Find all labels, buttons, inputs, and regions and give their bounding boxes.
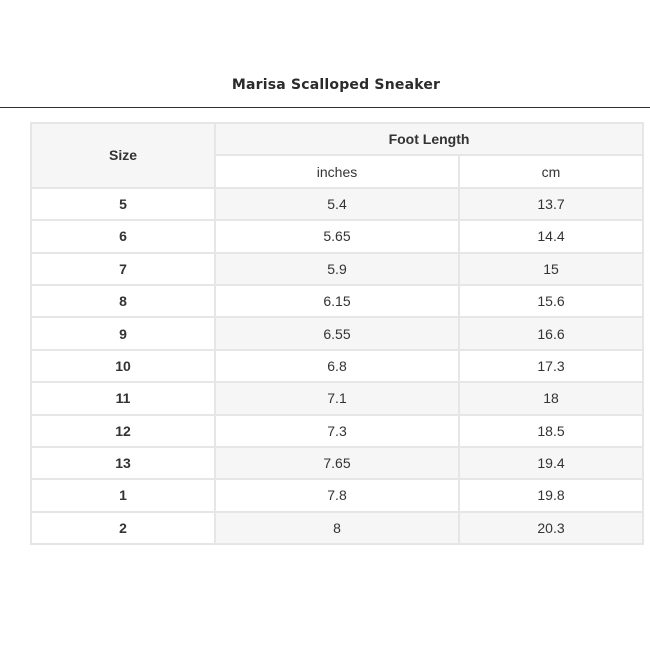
inches-cell: 6.55 bbox=[215, 317, 459, 349]
cm-cell: 18 bbox=[459, 382, 643, 414]
size-chart-table bbox=[30, 122, 644, 545]
size-cell: 13 bbox=[31, 447, 215, 479]
size-cell: 10 bbox=[31, 350, 215, 382]
size-cell: 2 bbox=[31, 512, 215, 544]
cm-cell: 15.6 bbox=[459, 285, 643, 317]
cm-cell: 16.6 bbox=[459, 317, 643, 349]
header-row bbox=[31, 123, 643, 155]
cm-cell: 14.4 bbox=[459, 220, 643, 252]
cm-cell: 13.7 bbox=[459, 188, 643, 220]
foot-length-header: Foot Length bbox=[215, 123, 643, 155]
size-cell: 11 bbox=[31, 382, 215, 414]
inches-cell: 8 bbox=[215, 512, 459, 544]
inches-cell: 6.8 bbox=[215, 350, 459, 382]
size-cell: 12 bbox=[31, 415, 215, 447]
inches-cell: 5.4 bbox=[215, 188, 459, 220]
table-row bbox=[31, 479, 643, 511]
cm-cell: 19.8 bbox=[459, 479, 643, 511]
size-cell: 9 bbox=[31, 317, 215, 349]
table-row bbox=[31, 188, 643, 220]
table-row bbox=[31, 220, 643, 252]
size-cell: 1 bbox=[31, 479, 215, 511]
table-row bbox=[31, 285, 643, 317]
inches-cell: 7.65 bbox=[215, 447, 459, 479]
size-cell: 7 bbox=[31, 253, 215, 285]
inches-cell: 7.1 bbox=[215, 382, 459, 414]
table-row bbox=[31, 317, 643, 349]
inches-cell: 7.8 bbox=[215, 479, 459, 511]
table-row bbox=[31, 253, 643, 285]
size-cell: 5 bbox=[31, 188, 215, 220]
inches-cell: 5.65 bbox=[215, 220, 459, 252]
cm-cell: 15 bbox=[459, 253, 643, 285]
table-row bbox=[31, 382, 643, 414]
cm-cell: 19.4 bbox=[459, 447, 643, 479]
inches-cell: 6.15 bbox=[215, 285, 459, 317]
table-row bbox=[31, 350, 643, 382]
size-cell: 8 bbox=[31, 285, 215, 317]
cm-cell: 17.3 bbox=[459, 350, 643, 382]
cm-column-header: cm bbox=[459, 155, 643, 187]
table-row bbox=[31, 512, 643, 544]
table-row bbox=[31, 415, 643, 447]
inches-cell: 5.9 bbox=[215, 253, 459, 285]
inches-column-header: inches bbox=[215, 155, 459, 187]
size-column-header: Size bbox=[31, 123, 215, 188]
cm-cell: 20.3 bbox=[459, 512, 643, 544]
table-row bbox=[31, 447, 643, 479]
inches-cell: 7.3 bbox=[215, 415, 459, 447]
size-cell: 6 bbox=[31, 220, 215, 252]
cm-cell: 18.5 bbox=[459, 415, 643, 447]
page-title: Marisa Scalloped Sneaker bbox=[231, 77, 441, 93]
title-divider bbox=[0, 107, 650, 108]
